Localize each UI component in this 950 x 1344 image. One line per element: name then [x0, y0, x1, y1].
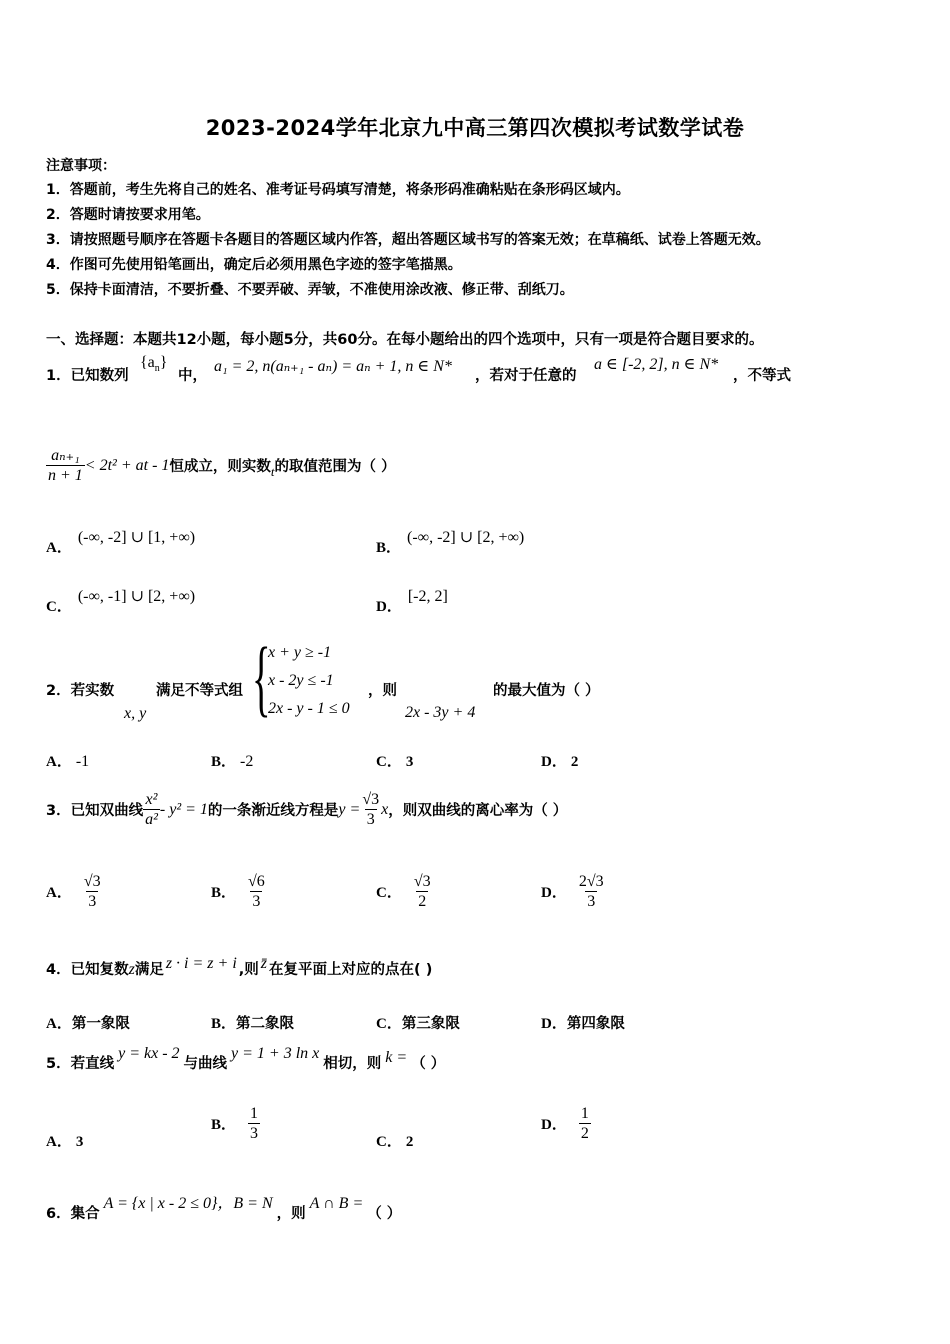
option[interactable]: C． $\frac{√3}{2}$	[376, 873, 431, 911]
notice-item: 5．保持卡面清洁，不要折叠、不要弄破、弄皱，不准使用涂改液、修正带、刮纸刀。	[46, 282, 574, 298]
q4-text: ,则	[238, 962, 259, 978]
option[interactable]: D． $\frac{1}{2}$	[541, 1105, 589, 1143]
option[interactable]: B． $\frac{1}{3}$	[211, 1105, 259, 1143]
q5-text: （ ）	[411, 1056, 446, 1072]
q2-text: 2．若实数	[46, 683, 115, 699]
option[interactable]: B．(-∞, -2] ∪ [2, +∞)	[376, 529, 525, 556]
option[interactable]: D．第四象限	[541, 1016, 625, 1032]
option[interactable]: A． 3	[46, 1134, 84, 1150]
option[interactable]: D．[-2, 2]	[376, 588, 448, 615]
q4-text: 满足	[134, 962, 164, 978]
q1-text: ，若对于任意的	[475, 368, 577, 384]
q1-text: 的取值范围为（ ）	[274, 459, 396, 476]
q1-formula: a ∈ [-2, 2], n ∈ N*	[594, 356, 719, 373]
q6-text: ，则	[276, 1206, 306, 1222]
q1-fraction: $\frac{\text{aₙ₊₁}}{n + 1}$	[48, 447, 83, 485]
q2-system-line: x - 2y ≤ -1	[268, 672, 334, 689]
option[interactable]: C．第三象限	[376, 1016, 460, 1032]
notice-item: 1．答题前，考生先将自己的姓名、准考证号码填写清楚，将条形码准确粘贴在条形码区域内。	[46, 182, 630, 198]
q2-vars: x, y	[124, 705, 147, 722]
q2-brace: {	[252, 629, 271, 725]
q2-text: 满足不等式组	[156, 683, 243, 699]
option[interactable]: A．(-∞, -2] ∪ [1, +∞)	[46, 529, 196, 556]
q1-text: 中，	[178, 368, 207, 384]
q1-inequality-line	[46, 446, 396, 485]
q3-eq: - y² = 1	[159, 800, 208, 818]
q6-set: A = {x | x - 2 ≤ 0}，B = N	[103, 1195, 273, 1212]
q6-text: （ ）	[367, 1206, 402, 1222]
q2-expr: 2x - 3y + 4	[405, 704, 476, 721]
q3-asym: y =	[338, 800, 361, 818]
notice-heading: 注意事项：	[46, 158, 116, 174]
option[interactable]: C． 2	[376, 1134, 414, 1150]
q1-seq: $\{a_n\}$	[140, 354, 168, 375]
q1-text: ，不等式	[733, 368, 791, 384]
option[interactable]: B． -2	[211, 753, 254, 770]
q4-text: 4．已知复数	[46, 962, 129, 978]
q3-asym-fraction: $\frac{√3}{3}$	[362, 791, 380, 829]
q3-text: 的一条渐近线方程是	[207, 803, 339, 820]
q1-inequality: < 2t² + at - 1	[84, 456, 170, 474]
q4-line	[46, 955, 433, 979]
option[interactable]: B． $\frac{√6}{3}$	[211, 873, 265, 911]
option[interactable]: C． 3	[376, 754, 414, 770]
option[interactable]: B．第二象限	[211, 1016, 295, 1032]
q1-text: 恒成立，则实数	[169, 459, 271, 476]
q2-system-line: 2x - y - 1 ≤ 0	[268, 700, 350, 717]
notice-item: 4．作图可先使用铅笔画出，确定后必须用黑色字迹的签字笔描黑。	[46, 257, 462, 273]
q3-fraction: $\frac{\text{x²}}{\text{a²}}$	[145, 791, 158, 829]
q5-text: 5．若直线	[46, 1056, 115, 1072]
option[interactable]: C．(-∞, -1] ∪ [2, +∞)	[46, 588, 196, 615]
q5-text: 与曲线	[183, 1056, 228, 1072]
page-title: 2023-2024学年北京九中高三第四次模拟考试数学试卷	[205, 116, 745, 140]
q3-text: 3．已知双曲线	[46, 803, 144, 820]
notice-item: 3．请按照题号顺序在答题卡各题目的答题区域内作答，超出答题区域书写的答案无效；在草稿纸、试卷上答题无效。	[46, 232, 770, 248]
option[interactable]: A． $\frac{√3}{3}$	[46, 873, 101, 911]
notice-item: 2．答题时请按要求用笔。	[46, 207, 210, 223]
q1-var: t	[270, 463, 275, 479]
q5-line	[46, 1045, 446, 1073]
q5-curve-eq: y = 1 + 3 ln x	[231, 1045, 320, 1062]
q3-asym-x: x	[381, 800, 389, 818]
q5-line-eq: y = kx - 2	[118, 1045, 180, 1062]
q5-k: k =	[385, 1049, 408, 1066]
q4-zbar: z̄	[260, 955, 268, 972]
q6-text: 6．集合	[46, 1206, 100, 1222]
q4-text: 在复平面上对应的点在( )	[269, 962, 433, 978]
q3-line	[46, 790, 567, 829]
section-heading: 一、选择题：本题共12小题，每小题5分，共60分。在每小题给出的四个选项中，只有一项是符合题目要求的。	[46, 332, 764, 348]
q2-system-line: x + y ≥ -1	[268, 644, 332, 661]
q1-formula: a₁ = 2, n(aₙ₊₁ - aₙ) = aₙ + 1, n ∈ N*	[214, 358, 452, 375]
option[interactable]: D． $\frac{2√3}{3}$	[541, 873, 604, 911]
option[interactable]: D． 2	[541, 754, 579, 770]
q3-text: ，则双曲线的离心率为（ ）	[388, 803, 568, 820]
q4-z: z	[128, 961, 135, 978]
option[interactable]: A．第一象限	[46, 1016, 130, 1032]
q1-text: 1．已知数列	[46, 368, 129, 384]
q6-intersection: A ∩ B =	[309, 1195, 364, 1212]
q2-text: 的最大值为（ ）	[493, 683, 600, 699]
q2-text: ，则	[368, 683, 397, 699]
q5-text: 相切，则	[323, 1056, 382, 1072]
option[interactable]: A． -1	[46, 753, 90, 770]
q4-eq: z · i = z + i	[165, 955, 237, 972]
q6-line	[46, 1195, 402, 1223]
